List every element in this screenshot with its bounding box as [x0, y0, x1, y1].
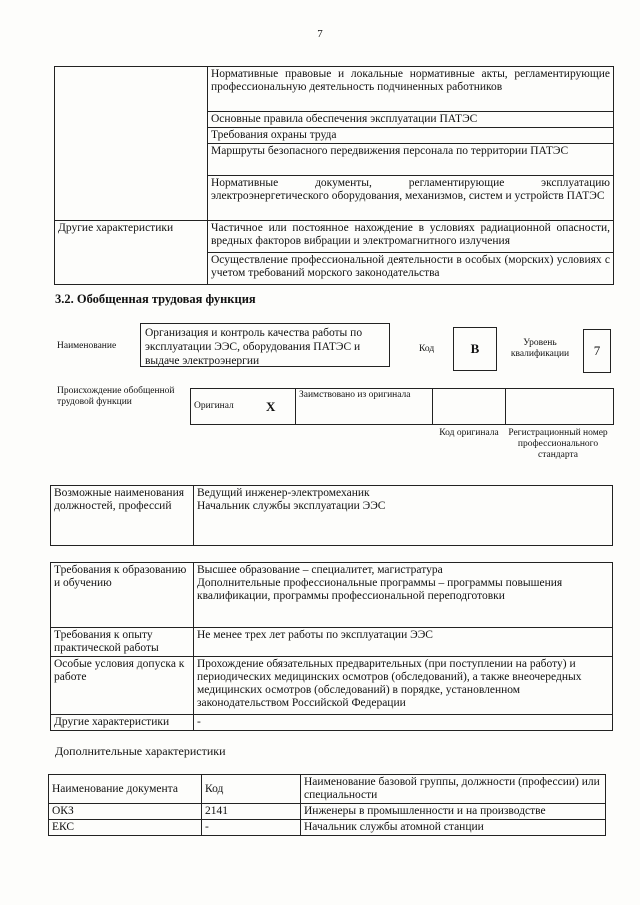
borrowed-label: Заимствовано из оригинала — [296, 389, 433, 425]
table-cell — [194, 486, 613, 546]
table-cell: Основные правила обеспечения эксплуатации ПАТЭС — [208, 112, 614, 128]
table-cell: ОКЗ — [49, 804, 202, 820]
header-cell: Наименование документа — [49, 775, 202, 804]
table-cell: 2141 — [202, 804, 301, 820]
other-characteristics-label: Другие характеристики — [55, 221, 208, 285]
position-line: Ведущий инженер-электромеханик — [197, 487, 370, 499]
origin-table — [190, 388, 614, 425]
requirements-table — [50, 562, 613, 731]
additional-table — [48, 774, 606, 836]
positions-table — [50, 485, 613, 546]
header-cell: Код — [202, 775, 301, 804]
original-mark: X — [263, 389, 296, 425]
table-cell: Требования охраны труда — [208, 128, 614, 144]
name-value: Организация и контроль качества работы по эксплуатации ЭЭС, оборудования ПАТЭС и выдаче электроэнергии — [140, 323, 390, 367]
page-number: 7 — [317, 28, 323, 40]
table-cell: Осуществление профессиональной деятельности в особых (морских) условиях с учетом требований морского законодательства — [208, 253, 614, 285]
experience-label: Требования к опыту практической работы — [51, 628, 194, 657]
code-original-label: Код оригинала — [439, 428, 499, 438]
reg-number-label: Регистрационный номер профессионального стандарта — [508, 428, 608, 460]
other-value: - — [194, 715, 613, 731]
code-label: Код — [419, 344, 435, 354]
table-cell: Частичное или постоянное нахождение в условиях радиационной опасности, вредных факторов вибрации и электромагнитного излучения — [208, 221, 614, 253]
section-title: 3.2. Обобщенная трудовая функция — [55, 292, 256, 306]
education-line: Высшее образование – специалитет, магистратура — [197, 564, 443, 576]
education-label: Требования к образованию и обучению — [51, 563, 194, 628]
level-value: 7 — [583, 329, 611, 373]
table-cell — [433, 389, 506, 425]
table-cell — [55, 67, 208, 221]
admission-value: Прохождение обязательных предварительных (при поступлении на работу) и периодических медицинских осмотров (обследований), а также внеочередных медицинских осмотров (обследований) в порядке, установленном законодательством Российской Федерации — [194, 657, 613, 715]
level-label: Уровень квалификации — [510, 338, 570, 359]
code-value: B — [453, 327, 497, 371]
table-cell: Начальник службы атомной станции — [301, 820, 606, 836]
origin-label: Происхождение обобщенной трудовой функции — [57, 386, 175, 407]
table-cell: ЕКС — [49, 820, 202, 836]
position-line: Начальник службы эксплуатации ЭЭС — [197, 500, 386, 512]
table-cell: - — [202, 820, 301, 836]
table-cell: Инженеры в промышленности и на производстве — [301, 804, 606, 820]
other-label: Другие характеристики — [51, 715, 194, 731]
header-cell: Наименование базовой группы, должности (профессии) или специальности — [301, 775, 606, 804]
name-label: Наименование — [57, 341, 117, 351]
experience-value: Не менее трех лет работы по эксплуатации ЭЭС — [194, 628, 613, 657]
knowledge-table — [54, 66, 614, 285]
table-cell: Маршруты безопасного передвижения персонала по территории ПАТЭС — [208, 144, 614, 176]
table-cell: Нормативные документы, регламентирующие эксплуатацию электроэнергетического оборудования, механизмов, систем и устройств ПАТЭС — [208, 176, 614, 221]
original-label: Оригинал — [191, 389, 264, 425]
positions-label: Возможные наименования должностей, профессий — [51, 486, 194, 546]
additional-title: Дополнительные характеристики — [55, 744, 226, 758]
table-cell — [506, 389, 614, 425]
education-line: Дополнительные профессиональные программы – программы повышения квалификации, программы профессиональной переподготовки — [197, 577, 563, 602]
table-cell: Нормативные правовые и локальные нормативные акты, регламентирующие профессиональную деятельность подчиненных работников — [208, 67, 614, 112]
admission-label: Особые условия допуска к работе — [51, 657, 194, 715]
table-cell — [194, 563, 613, 628]
